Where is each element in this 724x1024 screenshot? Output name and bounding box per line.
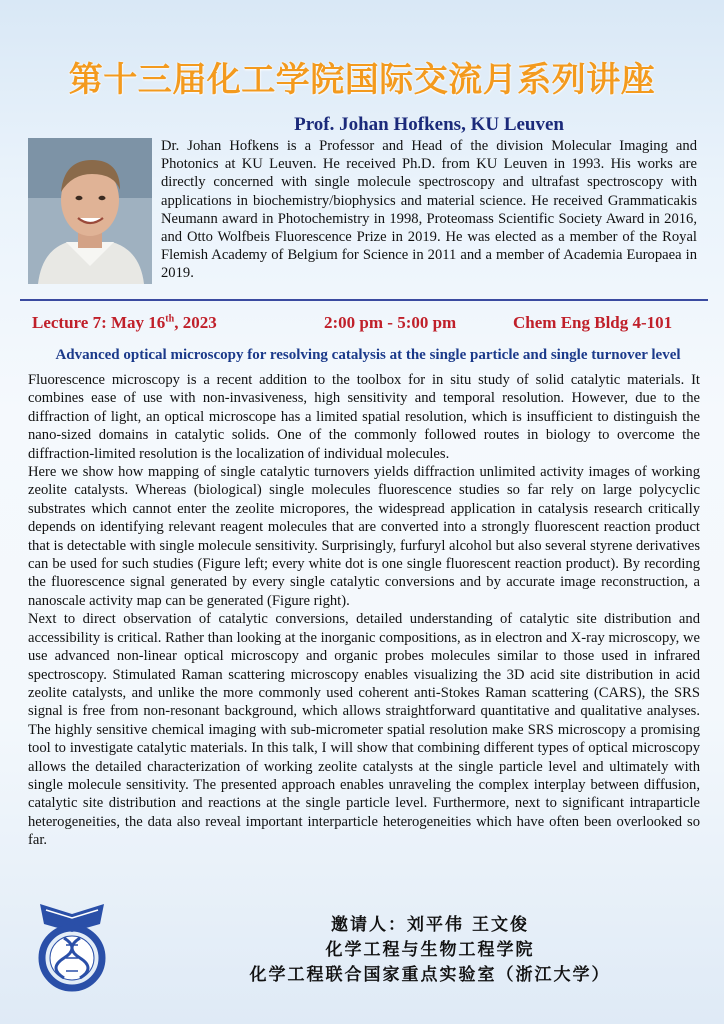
lecture-topic: Advanced optical microscopy for resolving catalysis at the single particle and single turnover level	[55, 347, 681, 363]
college-logo	[32, 900, 112, 992]
lecture-date: Lecture 7: May 16th, 2023	[32, 313, 217, 332]
inviter-line: 邀请人：刘平伟 王文俊	[331, 915, 529, 935]
speaker-name: Prof. Johan Hofkens, KU Leuven	[294, 114, 564, 135]
organizer-block	[230, 913, 630, 988]
college-name: 化学工程与生物工程学院	[325, 940, 535, 960]
lecture-venue: Chem Eng Bldg 4-101	[513, 313, 673, 332]
abstract-paragraph: Fluorescence microscopy is a recent addition to the toolbox for in situ study of solid catalytic materials. It combines ease of use with non-invasiveness, high sensitivity and temporal resolution. However, due to the diffraction of light, an optical microscope has a limited spatial resolution, which is insufficient to distinguish the nano-sized domains in catalytic solids. One of the commonly followed routes in biology to overcome the diffraction-limited resolution is the localization of individual molecules.	[28, 372, 700, 462]
lecture-info-row	[0, 313, 724, 339]
lecture-abstract	[28, 371, 700, 850]
speaker-bio: Dr. Johan Hofkens is a Professor and Head of the division Molecular Imaging and Photonics at KU Leuven. He received Ph.D. from KU Leuven in 1993. His works are directly concerned with single molecule spectroscopy and ultrafast spectroscopy with applications in biochemistry/biophysics and material science. He received Grammaticakis Neumann award in Photochemistry in 1998, Proteomass Scientific Society Award in 2016, and Otto Wolfbeis Fluorescence Prize in 2019. He was elected as a member of the Royal Flemish Academy of Belgium for Science in 2011 and a member of Academia Europaea in 2019.	[161, 138, 697, 282]
lecture-time: 2:00 pm - 5:00 pm	[324, 313, 457, 332]
section-divider	[20, 299, 708, 301]
lab-name: 化学工程联合国家重点实验室（浙江大学）	[249, 965, 611, 985]
abstract-paragraph: Next to direct observation of catalytic conversions, detailed understanding of catalytic site distribution and accessibility is critical. Rather than looking at the inorganic compositions, as in electron and X-ray microscopy, we use advanced non-linear optical microscopy and organic probes molecules similar to those used in infrared spectroscopy. Stimulated Raman scattering microscopy enables visualizing the 3D acid site distribution in acid zeolite catalysts, and unlike the more commonly used coherent anti-Stokes Raman scattering (CARS), the SRS signal is free from non-resonant background, which allows straightforward quantitative and qualitative analyses. The highly sensitive chemical imaging with sub-micrometer spatial resolution make SRS microscopy a promising tool to investigate catalytic materials. In this talk, I will show that combining different types of optical microscopy allows the detailed characterization of working zeolite catalysts at the single particle level and ultimately with single molecule sensitivity. The presented approach enables unraveling the complex interplay between diffusion, catalytic site distribution and reactions at the single particle level. Furthermore, next to significant intraparticle heterogeneities, the data also reveal important interparticle heterogeneities which have often been overlooked so far.	[28, 611, 700, 849]
abstract-paragraph: Here we show how mapping of single catalytic turnovers yields diffraction unlimited activity images of working zeolite catalysts. Whereas (biological) single molecules fluorescence studies so far rely on large polycyclic substrates which cannot enter the zeolite micropores, the widespread application in catalysis research critically depends on identifying relevant reagent molecules that are converted into a strongly fluorescent reaction product that is detectable with single molecule sensitivity. Surprisingly, furfuryl alcohol but also several styrene derivatives can be used for such studies (Figure left; every white dot is one single fluorescent reaction product). By recording the fluorescence signal generated by every single catalytic conversions and by accurate image reconstruction, a nanoscale activity map can be generated (Figure right).	[28, 464, 700, 609]
speaker-photo	[28, 138, 152, 284]
poster-title: 第十三届化工学院国际交流月系列讲座	[68, 60, 656, 100]
